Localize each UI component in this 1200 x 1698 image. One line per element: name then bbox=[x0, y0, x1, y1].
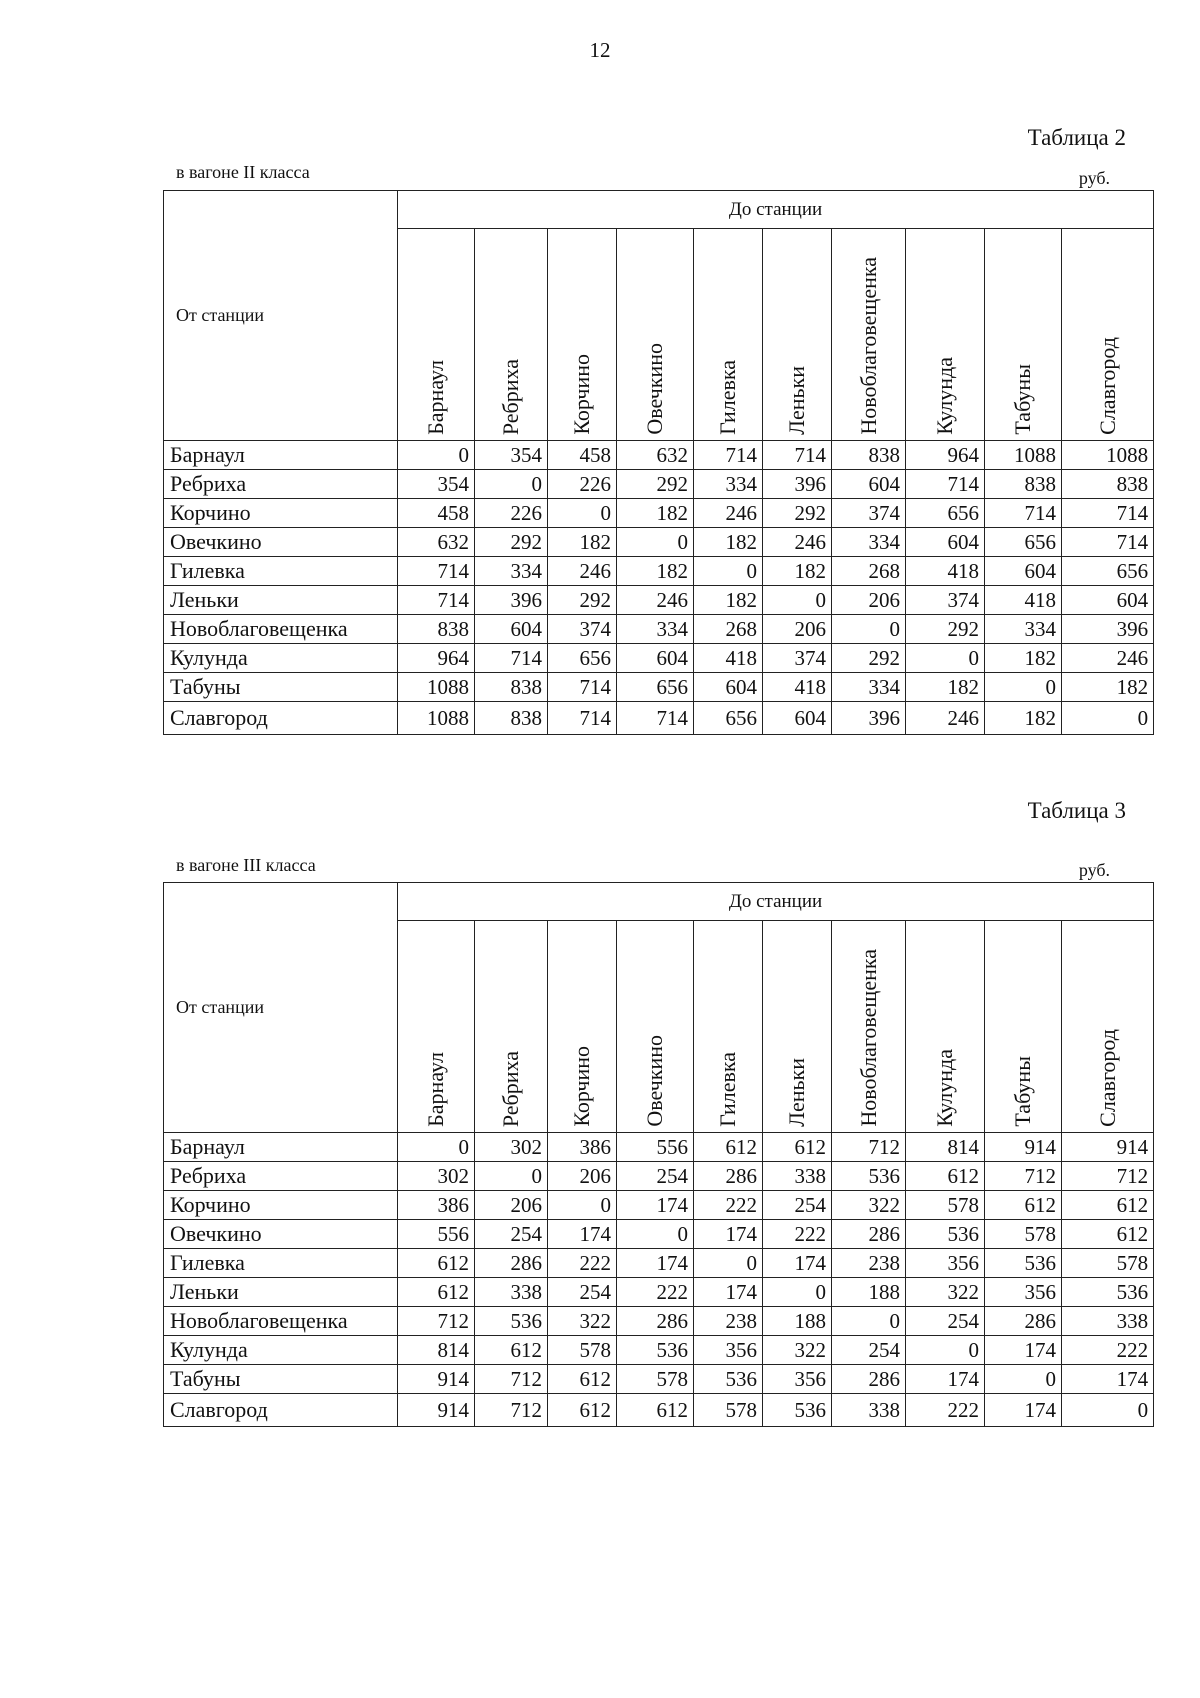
fare-cell: 322 bbox=[906, 1278, 985, 1307]
table-row bbox=[164, 557, 1154, 586]
to-station-header: До станции bbox=[398, 191, 1154, 229]
fare-cell: 612 bbox=[1062, 1191, 1154, 1220]
fare-cell: 374 bbox=[763, 644, 832, 673]
fare-cell: 604 bbox=[906, 528, 985, 557]
row-station-name: Новоблаговещенка bbox=[164, 615, 398, 644]
column-header-label: Новоблаговещенка bbox=[855, 949, 881, 1127]
fare-cell: 612 bbox=[475, 1336, 548, 1365]
fare-cell: 838 bbox=[985, 470, 1062, 499]
fare-cell: 814 bbox=[906, 1133, 985, 1162]
fare-cell: 712 bbox=[832, 1133, 906, 1162]
fare-cell: 254 bbox=[475, 1220, 548, 1249]
fare-cell: 188 bbox=[763, 1307, 832, 1336]
column-header bbox=[548, 921, 617, 1133]
fare-cell: 556 bbox=[617, 1133, 694, 1162]
fare-cell: 578 bbox=[1062, 1249, 1154, 1278]
fare-cell: 174 bbox=[906, 1365, 985, 1394]
fare-cell: 182 bbox=[548, 528, 617, 557]
fare-cell: 182 bbox=[617, 499, 694, 528]
fare-cell: 334 bbox=[617, 615, 694, 644]
fare-cell: 0 bbox=[617, 1220, 694, 1249]
fare-cell: 334 bbox=[832, 528, 906, 557]
fare-cell: 0 bbox=[763, 1278, 832, 1307]
fare-cell: 338 bbox=[1062, 1307, 1154, 1336]
table-body bbox=[164, 441, 1154, 735]
from-station-header: От станции bbox=[164, 191, 398, 441]
fare-cell: 292 bbox=[832, 644, 906, 673]
fare-cell: 254 bbox=[763, 1191, 832, 1220]
fare-cell: 286 bbox=[694, 1162, 763, 1191]
fare-cell: 396 bbox=[475, 586, 548, 615]
column-header-label: Овечкино bbox=[642, 1035, 667, 1127]
fare-cell: 418 bbox=[906, 557, 985, 586]
fare-cell: 174 bbox=[694, 1278, 763, 1307]
table-header bbox=[164, 883, 1154, 1133]
row-station-name: Леньки bbox=[164, 586, 398, 615]
table-row bbox=[164, 1133, 1154, 1162]
fare-cell: 222 bbox=[694, 1191, 763, 1220]
table-row bbox=[164, 1220, 1154, 1249]
column-header bbox=[763, 229, 832, 441]
fare-cell: 268 bbox=[832, 557, 906, 586]
fare-cell: 418 bbox=[985, 586, 1062, 615]
fare-cell: 914 bbox=[1062, 1133, 1154, 1162]
fare-cell: 0 bbox=[906, 644, 985, 673]
row-station-name: Овечкино bbox=[164, 528, 398, 557]
fare-cell: 322 bbox=[763, 1336, 832, 1365]
column-header-label: Леньки bbox=[784, 366, 809, 435]
column-header-label: Ребриха bbox=[498, 358, 523, 435]
row-station-name: Новоблаговещенка bbox=[164, 1307, 398, 1336]
fare-cell: 334 bbox=[985, 615, 1062, 644]
fare-cell: 714 bbox=[617, 702, 694, 735]
fare-cell: 334 bbox=[832, 673, 906, 702]
row-station-name: Табуны bbox=[164, 1365, 398, 1394]
column-header-label: Кулунда bbox=[932, 357, 957, 435]
fare-cell: 914 bbox=[985, 1133, 1062, 1162]
to-station-header: До станции bbox=[398, 883, 1154, 921]
table-row bbox=[164, 1336, 1154, 1365]
row-station-name: Леньки bbox=[164, 1278, 398, 1307]
fare-cell: 174 bbox=[985, 1336, 1062, 1365]
fare-cell: 0 bbox=[475, 470, 548, 499]
table-row bbox=[164, 499, 1154, 528]
fare-cell: 604 bbox=[694, 673, 763, 702]
fare-cell: 238 bbox=[694, 1307, 763, 1336]
fare-cell: 612 bbox=[985, 1191, 1062, 1220]
fare-cell: 578 bbox=[694, 1394, 763, 1427]
column-header-label: Славгород bbox=[1094, 337, 1120, 435]
table2-class-label: в вагоне II класса bbox=[176, 162, 310, 182]
fare-cell: 1088 bbox=[985, 441, 1062, 470]
fare-cell: 604 bbox=[763, 702, 832, 735]
fare-cell: 0 bbox=[1062, 702, 1154, 735]
row-station-name: Ребриха bbox=[164, 1162, 398, 1191]
column-header-label: Гилевка bbox=[715, 1052, 740, 1127]
header-row bbox=[164, 191, 1154, 229]
fare-cell: 246 bbox=[617, 586, 694, 615]
fare-cell: 714 bbox=[906, 470, 985, 499]
fare-cell: 964 bbox=[398, 644, 475, 673]
column-header bbox=[398, 229, 475, 441]
fare-cell: 964 bbox=[906, 441, 985, 470]
fare-cell: 338 bbox=[475, 1278, 548, 1307]
fare-cell: 206 bbox=[548, 1162, 617, 1191]
column-header-label: Корчино bbox=[569, 354, 594, 435]
row-station-name: Гилевка bbox=[164, 1249, 398, 1278]
column-header-label: Ребриха bbox=[498, 1050, 523, 1127]
fare-cell: 712 bbox=[398, 1307, 475, 1336]
fare-cell: 374 bbox=[832, 499, 906, 528]
fare-cell: 536 bbox=[475, 1307, 548, 1336]
fare-cell: 632 bbox=[398, 528, 475, 557]
fare-cell: 578 bbox=[985, 1220, 1062, 1249]
fare-cell: 0 bbox=[832, 1307, 906, 1336]
column-header bbox=[475, 229, 548, 441]
column-header bbox=[694, 921, 763, 1133]
fare-cell: 182 bbox=[906, 673, 985, 702]
column-header-label: Барнаул bbox=[423, 360, 448, 435]
fare-cell: 604 bbox=[1062, 586, 1154, 615]
fare-cell: 226 bbox=[475, 499, 548, 528]
fare-cell: 174 bbox=[763, 1249, 832, 1278]
table-row bbox=[164, 1162, 1154, 1191]
fare-cell: 182 bbox=[694, 528, 763, 557]
row-station-name: Кулунда bbox=[164, 644, 398, 673]
fare-cell: 292 bbox=[763, 499, 832, 528]
column-header bbox=[398, 921, 475, 1133]
fare-cell: 338 bbox=[763, 1162, 832, 1191]
fare-cell: 536 bbox=[985, 1249, 1062, 1278]
fare-cell: 386 bbox=[398, 1191, 475, 1220]
fare-cell: 0 bbox=[617, 528, 694, 557]
fare-cell: 914 bbox=[398, 1365, 475, 1394]
fare-cell: 182 bbox=[694, 586, 763, 615]
fare-cell: 714 bbox=[985, 499, 1062, 528]
row-station-name: Барнаул bbox=[164, 1133, 398, 1162]
fare-cell: 418 bbox=[694, 644, 763, 673]
column-header bbox=[985, 229, 1062, 441]
fare-cell: 182 bbox=[763, 557, 832, 586]
fare-cell: 0 bbox=[694, 1249, 763, 1278]
fare-cell: 536 bbox=[763, 1394, 832, 1427]
fare-cell: 612 bbox=[694, 1133, 763, 1162]
fare-cell: 814 bbox=[398, 1336, 475, 1365]
row-station-name: Славгород bbox=[164, 1394, 398, 1427]
column-header bbox=[694, 229, 763, 441]
fare-cell: 0 bbox=[475, 1162, 548, 1191]
fare-cell: 374 bbox=[906, 586, 985, 615]
fare-cell: 322 bbox=[832, 1191, 906, 1220]
table-row bbox=[164, 1278, 1154, 1307]
fare-cell: 246 bbox=[763, 528, 832, 557]
fare-cell: 838 bbox=[475, 702, 548, 735]
fare-cell: 386 bbox=[548, 1133, 617, 1162]
table-row bbox=[164, 528, 1154, 557]
fare-cell: 246 bbox=[906, 702, 985, 735]
from-station-header: От станции bbox=[164, 883, 398, 1133]
fare-cell: 396 bbox=[763, 470, 832, 499]
fare-cell: 222 bbox=[763, 1220, 832, 1249]
column-header-label: Табуны bbox=[1010, 1056, 1035, 1127]
row-station-name: Барнаул bbox=[164, 441, 398, 470]
table-row bbox=[164, 702, 1154, 735]
table-row bbox=[164, 1394, 1154, 1427]
column-header bbox=[906, 921, 985, 1133]
fare-cell: 246 bbox=[1062, 644, 1154, 673]
fare-cell: 0 bbox=[548, 499, 617, 528]
fare-cell: 838 bbox=[1062, 470, 1154, 499]
column-header bbox=[985, 921, 1062, 1133]
fare-cell: 656 bbox=[548, 644, 617, 673]
column-header bbox=[1062, 921, 1154, 1133]
fare-cell: 222 bbox=[548, 1249, 617, 1278]
fare-cell: 0 bbox=[398, 1133, 475, 1162]
row-station-name: Овечкино bbox=[164, 1220, 398, 1249]
row-station-name: Табуны bbox=[164, 673, 398, 702]
fare-cell: 356 bbox=[763, 1365, 832, 1394]
fare-cell: 302 bbox=[398, 1162, 475, 1191]
fare-cell: 238 bbox=[832, 1249, 906, 1278]
fare-cell: 612 bbox=[1062, 1220, 1154, 1249]
fare-cell: 0 bbox=[832, 615, 906, 644]
fare-cell: 302 bbox=[475, 1133, 548, 1162]
fare-cell: 612 bbox=[398, 1249, 475, 1278]
fare-cell: 838 bbox=[398, 615, 475, 644]
fare-cell: 604 bbox=[985, 557, 1062, 586]
column-header bbox=[832, 229, 906, 441]
column-header-label: Новоблаговещенка bbox=[855, 257, 881, 435]
fare-cell: 0 bbox=[1062, 1394, 1154, 1427]
fare-cell: 656 bbox=[985, 528, 1062, 557]
fare-cell: 714 bbox=[548, 702, 617, 735]
fare-cell: 536 bbox=[906, 1220, 985, 1249]
fare-cell: 188 bbox=[832, 1278, 906, 1307]
fare-cell: 0 bbox=[985, 1365, 1062, 1394]
table2-caption: Таблица 2 bbox=[1027, 125, 1126, 150]
page-number: 12 bbox=[589, 38, 611, 62]
fare-cell: 714 bbox=[1062, 528, 1154, 557]
fare-cell: 246 bbox=[694, 499, 763, 528]
fare-cell: 612 bbox=[617, 1394, 694, 1427]
fare-cell: 396 bbox=[832, 702, 906, 735]
fare-cell: 286 bbox=[832, 1220, 906, 1249]
fare-table-class-2 bbox=[163, 190, 1154, 735]
column-header bbox=[763, 921, 832, 1133]
fare-cell: 536 bbox=[694, 1365, 763, 1394]
fare-cell: 632 bbox=[617, 441, 694, 470]
fare-cell: 1088 bbox=[398, 702, 475, 735]
row-station-name: Славгород bbox=[164, 702, 398, 735]
fare-cell: 322 bbox=[548, 1307, 617, 1336]
fare-cell: 418 bbox=[763, 673, 832, 702]
table-row bbox=[164, 1365, 1154, 1394]
fare-cell: 578 bbox=[906, 1191, 985, 1220]
fare-cell: 174 bbox=[617, 1191, 694, 1220]
fare-cell: 1088 bbox=[1062, 441, 1154, 470]
fare-cell: 182 bbox=[1062, 673, 1154, 702]
table-row bbox=[164, 470, 1154, 499]
column-header bbox=[617, 229, 694, 441]
table2-unit: руб. bbox=[1078, 168, 1110, 188]
fare-cell: 222 bbox=[906, 1394, 985, 1427]
row-station-name: Ребриха bbox=[164, 470, 398, 499]
fare-cell: 0 bbox=[548, 1191, 617, 1220]
fare-cell: 612 bbox=[548, 1394, 617, 1427]
fare-cell: 604 bbox=[617, 644, 694, 673]
fare-cell: 222 bbox=[1062, 1336, 1154, 1365]
fare-cell: 604 bbox=[832, 470, 906, 499]
fare-cell: 354 bbox=[475, 441, 548, 470]
fare-cell: 712 bbox=[985, 1162, 1062, 1191]
fare-cell: 286 bbox=[985, 1307, 1062, 1336]
fare-cell: 536 bbox=[832, 1162, 906, 1191]
table-row bbox=[164, 1249, 1154, 1278]
table-row bbox=[164, 1307, 1154, 1336]
fare-cell: 656 bbox=[1062, 557, 1154, 586]
fare-cell: 536 bbox=[1062, 1278, 1154, 1307]
fare-cell: 656 bbox=[694, 702, 763, 735]
fare-cell: 714 bbox=[763, 441, 832, 470]
fare-cell: 254 bbox=[548, 1278, 617, 1307]
fare-cell: 714 bbox=[694, 441, 763, 470]
fare-cell: 254 bbox=[906, 1307, 985, 1336]
fare-cell: 458 bbox=[398, 499, 475, 528]
fare-cell: 0 bbox=[985, 673, 1062, 702]
fare-cell: 458 bbox=[548, 441, 617, 470]
fare-cell: 286 bbox=[832, 1365, 906, 1394]
table3-unit: руб. bbox=[1078, 860, 1110, 880]
fare-cell: 0 bbox=[694, 557, 763, 586]
table-header bbox=[164, 191, 1154, 441]
row-station-name: Корчино bbox=[164, 499, 398, 528]
fare-cell: 656 bbox=[617, 673, 694, 702]
fare-cell: 292 bbox=[548, 586, 617, 615]
fare-cell: 714 bbox=[1062, 499, 1154, 528]
fare-cell: 556 bbox=[398, 1220, 475, 1249]
column-header-label: Кулунда bbox=[932, 1049, 957, 1127]
fare-cell: 838 bbox=[475, 673, 548, 702]
fare-cell: 374 bbox=[548, 615, 617, 644]
fare-table-class-3 bbox=[163, 882, 1154, 1427]
fare-cell: 0 bbox=[906, 1336, 985, 1365]
fare-cell: 578 bbox=[548, 1336, 617, 1365]
fare-cell: 612 bbox=[763, 1133, 832, 1162]
fare-cell: 612 bbox=[906, 1162, 985, 1191]
fare-cell: 356 bbox=[985, 1278, 1062, 1307]
row-station-name: Гилевка bbox=[164, 557, 398, 586]
fare-cell: 334 bbox=[694, 470, 763, 499]
fare-cell: 712 bbox=[475, 1365, 548, 1394]
fare-cell: 182 bbox=[617, 557, 694, 586]
table-row bbox=[164, 644, 1154, 673]
column-header-label: Барнаул bbox=[423, 1052, 448, 1127]
table3-class-label: в вагоне III класса bbox=[176, 855, 316, 875]
fare-cell: 356 bbox=[906, 1249, 985, 1278]
fare-cell: 174 bbox=[985, 1394, 1062, 1427]
fare-cell: 714 bbox=[548, 673, 617, 702]
column-header bbox=[617, 921, 694, 1133]
fare-cell: 712 bbox=[475, 1394, 548, 1427]
fare-cell: 246 bbox=[548, 557, 617, 586]
column-header-label: Леньки bbox=[784, 1058, 809, 1127]
fare-cell: 612 bbox=[398, 1278, 475, 1307]
fare-cell: 0 bbox=[763, 586, 832, 615]
fare-cell: 656 bbox=[906, 499, 985, 528]
fare-cell: 174 bbox=[1062, 1365, 1154, 1394]
fare-cell: 712 bbox=[1062, 1162, 1154, 1191]
fare-cell: 286 bbox=[475, 1249, 548, 1278]
fare-cell: 206 bbox=[475, 1191, 548, 1220]
fare-cell: 1088 bbox=[398, 673, 475, 702]
fare-cell: 714 bbox=[398, 586, 475, 615]
column-header-label: Овечкино bbox=[642, 343, 667, 435]
header-row bbox=[164, 883, 1154, 921]
fare-cell: 338 bbox=[832, 1394, 906, 1427]
column-header-label: Корчино bbox=[569, 1046, 594, 1127]
fare-cell: 292 bbox=[906, 615, 985, 644]
fare-cell: 174 bbox=[548, 1220, 617, 1249]
fare-cell: 222 bbox=[617, 1278, 694, 1307]
table-row bbox=[164, 673, 1154, 702]
fare-cell: 174 bbox=[617, 1249, 694, 1278]
fare-cell: 292 bbox=[617, 470, 694, 499]
fare-cell: 254 bbox=[832, 1336, 906, 1365]
fare-cell: 286 bbox=[617, 1307, 694, 1336]
fare-cell: 356 bbox=[694, 1336, 763, 1365]
column-header-label: Табуны bbox=[1010, 364, 1035, 435]
fare-cell: 226 bbox=[548, 470, 617, 499]
fare-cell: 182 bbox=[985, 644, 1062, 673]
fare-cell: 612 bbox=[548, 1365, 617, 1394]
column-header bbox=[475, 921, 548, 1133]
table-row bbox=[164, 615, 1154, 644]
column-header-label: Гилевка bbox=[715, 360, 740, 435]
fare-cell: 714 bbox=[398, 557, 475, 586]
fare-cell: 914 bbox=[398, 1394, 475, 1427]
table-row bbox=[164, 1191, 1154, 1220]
column-header bbox=[548, 229, 617, 441]
column-header bbox=[1062, 229, 1154, 441]
fare-cell: 174 bbox=[694, 1220, 763, 1249]
fare-cell: 334 bbox=[475, 557, 548, 586]
fare-cell: 714 bbox=[475, 644, 548, 673]
fare-cell: 396 bbox=[1062, 615, 1154, 644]
fare-cell: 354 bbox=[398, 470, 475, 499]
table-row bbox=[164, 586, 1154, 615]
fare-cell: 206 bbox=[763, 615, 832, 644]
fare-cell: 838 bbox=[832, 441, 906, 470]
fare-cell: 182 bbox=[985, 702, 1062, 735]
row-station-name: Корчино bbox=[164, 1191, 398, 1220]
column-header bbox=[906, 229, 985, 441]
column-header-label: Славгород bbox=[1094, 1029, 1120, 1127]
fare-cell: 604 bbox=[475, 615, 548, 644]
row-station-name: Кулунда bbox=[164, 1336, 398, 1365]
fare-cell: 292 bbox=[475, 528, 548, 557]
table-row bbox=[164, 441, 1154, 470]
table3-caption: Таблица 3 bbox=[1027, 798, 1126, 823]
fare-cell: 536 bbox=[617, 1336, 694, 1365]
fare-cell: 0 bbox=[398, 441, 475, 470]
column-header bbox=[832, 921, 906, 1133]
fare-cell: 268 bbox=[694, 615, 763, 644]
fare-cell: 206 bbox=[832, 586, 906, 615]
fare-cell: 254 bbox=[617, 1162, 694, 1191]
table-body bbox=[164, 1133, 1154, 1427]
fare-cell: 578 bbox=[617, 1365, 694, 1394]
